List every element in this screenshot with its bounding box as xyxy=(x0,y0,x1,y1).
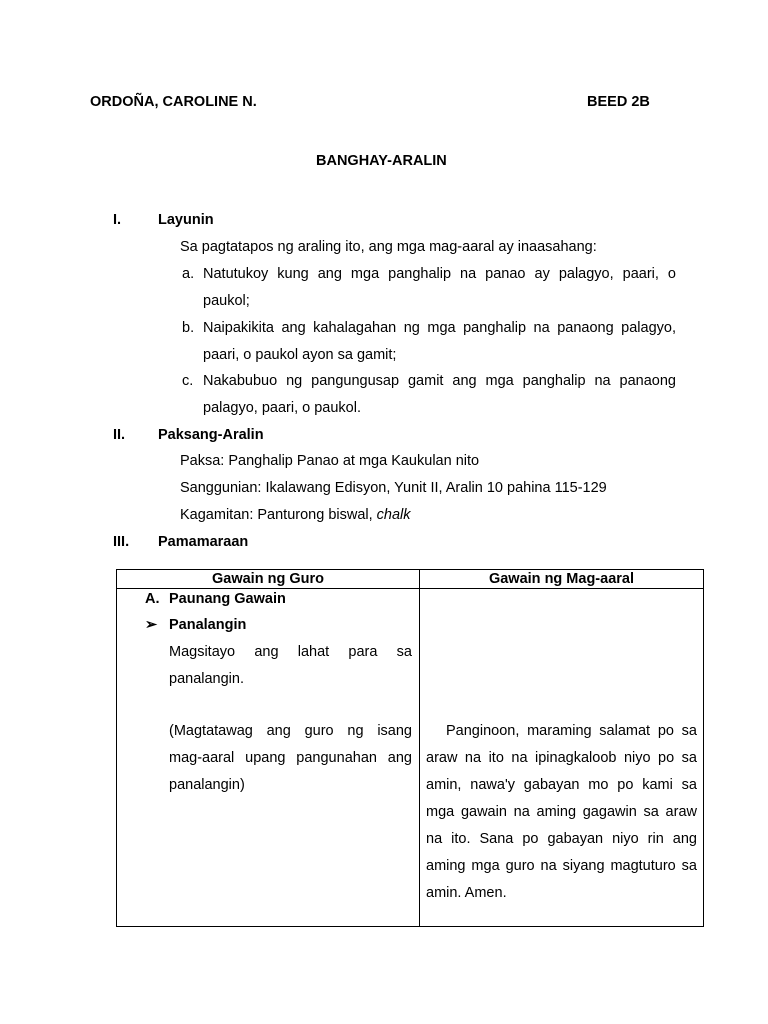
layunin-item-line: Natutukoy kung ang mga panghalip na panao ay palagyo, paari, o xyxy=(203,266,676,282)
kagamitan-text xyxy=(180,507,411,523)
guro-instruction-line: Magsitayo ang lahat para sa xyxy=(169,644,412,660)
prayer-line: araw na ito na ipinagkaloob niyo po sa xyxy=(426,750,697,766)
prayer-line: Panginoon, maraming salamat po sa xyxy=(446,723,697,739)
student-name: ORDOÑA, CAROLINE N. xyxy=(90,94,257,110)
table-header-mag-aaral: Gawain ng Mag-aaral xyxy=(488,571,635,587)
kagamitan-italic: chalk xyxy=(376,507,411,523)
table-column-divider xyxy=(419,570,420,926)
layunin-item-letter: c. xyxy=(182,373,194,389)
document-title: BANGHAY-ARALIN xyxy=(316,153,447,169)
layunin-intro: Sa pagtatapos ng araling ito, ang mga mag-aaral ay inaasahang: xyxy=(180,239,597,255)
layunin-item-line: Naipakikita ang kahalagahan ng mga panghalip na panaong palagyo, xyxy=(203,320,676,336)
prayer-line: mga gawain na aming gagawin sa araw xyxy=(426,804,697,820)
section-numeral-paksang-aralin: II. xyxy=(113,427,126,443)
guro-instruction-line: panalangin. xyxy=(169,671,244,687)
prayer-line: amin, nawa'y gabayan mo po kami sa xyxy=(426,777,697,793)
guro-note-line: mag-aaral upang pangunahan ang xyxy=(169,750,412,766)
layunin-item-letter: a. xyxy=(182,266,195,282)
prayer-line: aming mga guro na siyang magtuturo sa xyxy=(426,858,697,874)
section-title-layunin: Layunin xyxy=(158,212,214,228)
activities-table xyxy=(116,569,704,927)
table-header-divider xyxy=(117,588,703,589)
layunin-item-line: Nakabubuo ng pangungusap gamit ang mga panghalip na panaong xyxy=(203,373,676,389)
layunin-item-line: palagyo, paari, o paukol. xyxy=(203,400,361,416)
sanggunian-text: Sanggunian: Ikalawang Edisyon, Yunit II, Aralin 10 pahina 115-129 xyxy=(180,480,607,496)
subheading-letter: A. xyxy=(145,591,160,607)
prayer-line: amin. Amen. xyxy=(426,885,507,901)
arrow-bullet-icon: ➢ xyxy=(145,617,158,633)
guro-note-line: (Magtatawag ang guro ng isang xyxy=(169,723,412,739)
student-section: BEED 2B xyxy=(587,94,650,110)
paksa-text: Paksa: Panghalip Panao at mga Kaukulan nito xyxy=(180,453,480,469)
kagamitan-label: Kagamitan: Panturong biswal, xyxy=(180,507,377,523)
table-header-guro: Gawain ng Guro xyxy=(212,571,324,587)
prayer-line: na ito. Sana po gabayan niyo rin ang xyxy=(426,831,697,847)
subheading-paunang-gawain: Paunang Gawain xyxy=(169,591,286,607)
bullet-panalangin: Panalangin xyxy=(169,617,247,633)
section-numeral-layunin: I. xyxy=(113,212,122,228)
layunin-item-letter: b. xyxy=(182,320,195,336)
section-title-pamamaraan: Pamamaraan xyxy=(158,534,249,550)
layunin-item-line: paukol; xyxy=(203,293,250,309)
guro-note-line: panalangin) xyxy=(169,777,245,793)
section-numeral-pamamaraan: III. xyxy=(113,534,130,550)
layunin-item-line: paari, o paukol ayon sa gamit; xyxy=(203,347,397,363)
section-title-paksang-aralin: Paksang-Aralin xyxy=(158,427,264,443)
